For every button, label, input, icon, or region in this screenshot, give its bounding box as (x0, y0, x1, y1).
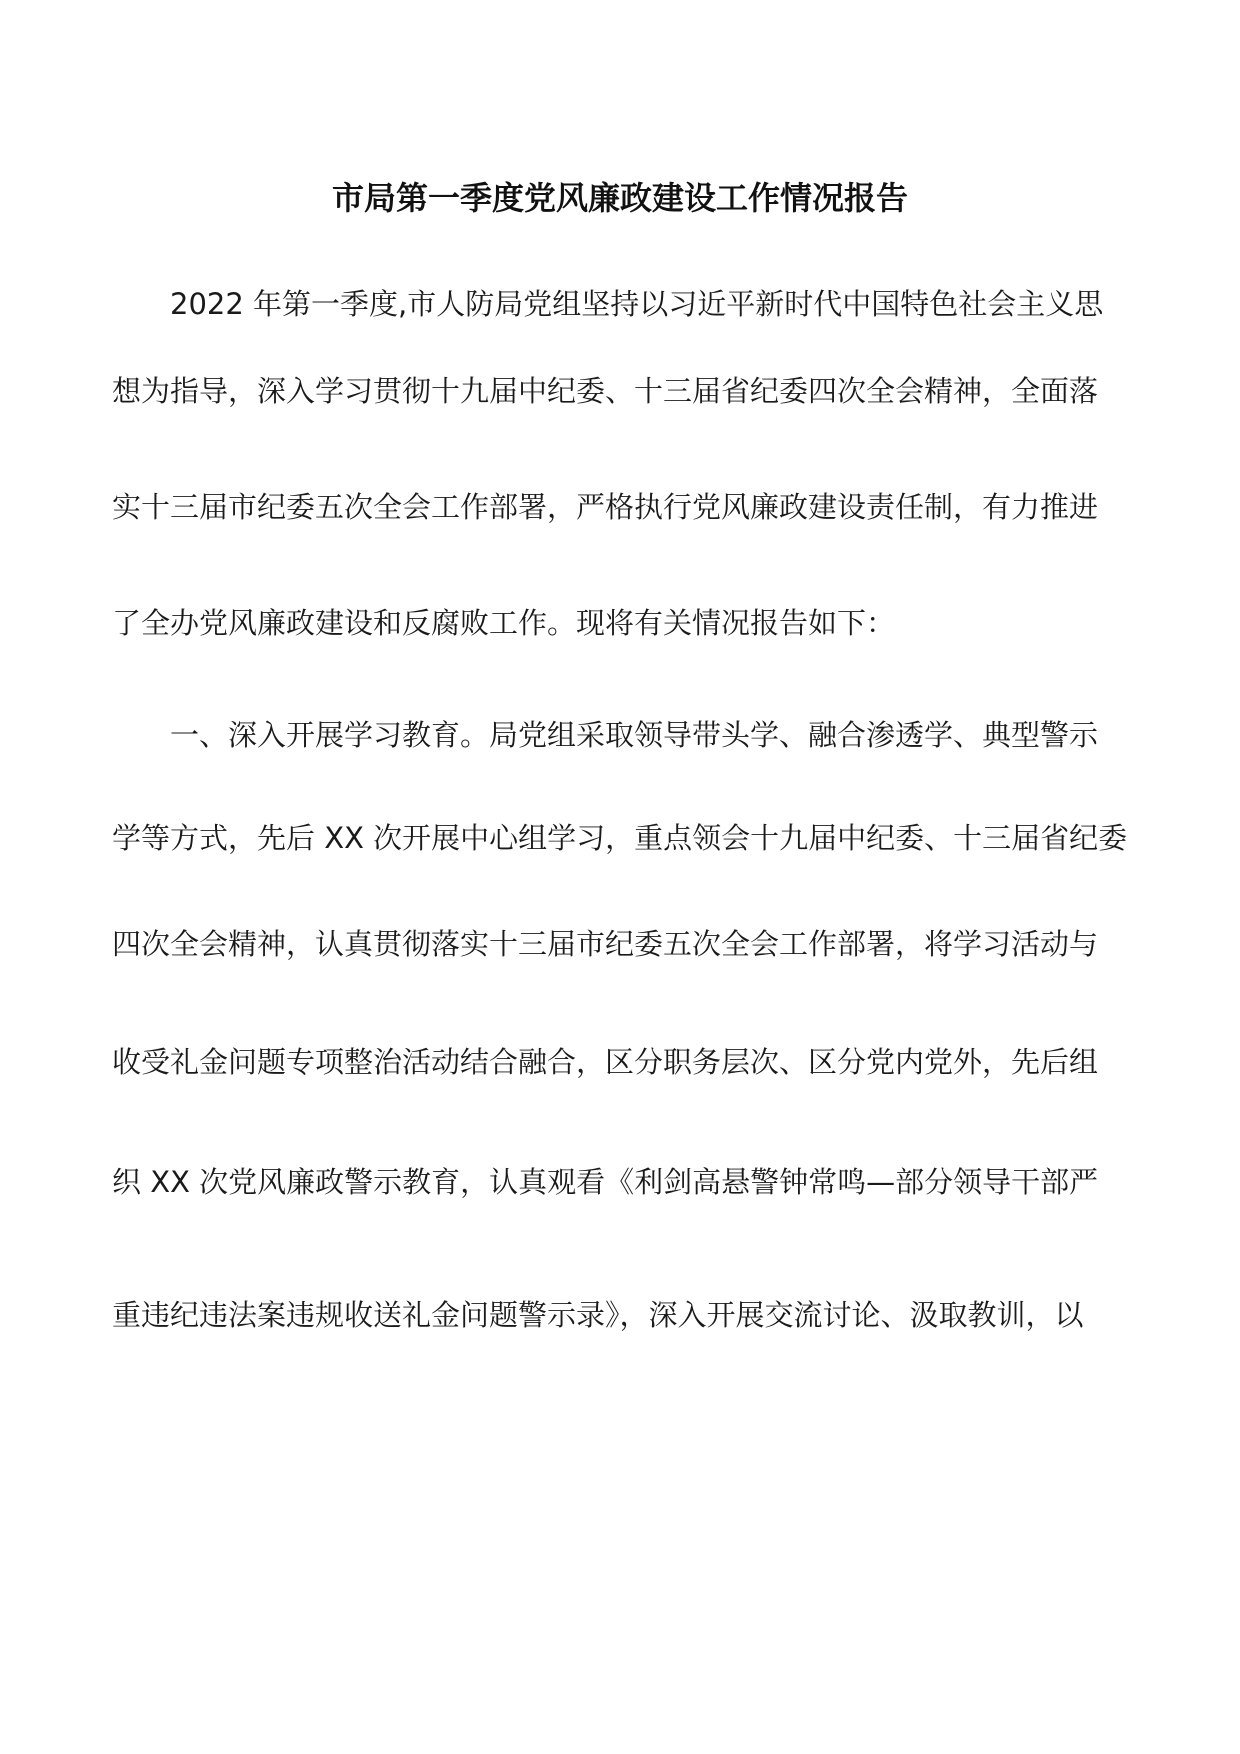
paragraph-1-line-2: 想为指导，深入学习贯彻十九届中纪委、十三届省纪委四次全会精神，全面落 (112, 374, 1099, 408)
document-title: 市局第一季度党风廉政建设工作情况报告 (331, 179, 908, 217)
paragraph-1-line-1: 2022 年第一季度,市人防局党组坚持以习近平新时代中国特色社会主义思 (170, 287, 1104, 321)
paragraph-2-line-6: 重违纪违法案违规收送礼金问题警示录》，深入开展交流讨论、汲取教训，以 (112, 1298, 1084, 1332)
paragraph-2-line-1: 一、深入开展学习教育。局党组采取领导带头学、融合渗透学、典型警示 (170, 718, 1099, 752)
paragraph-2-line-5: 织 XX 次党风廉政警示教育，认真观看《利剑高悬警钟常鸣—部分领导干部严 (112, 1165, 1099, 1199)
paragraph-2-line-3: 四次全会精神，认真贯彻落实十三届市纪委五次全会工作部署，将学习活动与 (112, 927, 1099, 961)
paragraph-1-line-3: 实十三届市纪委五次全会工作部署，严格执行党风廉政建设责任制，有力推进 (112, 490, 1099, 524)
paragraph-1-line-4: 了全办党风廉政建设和反腐败工作。现将有关情况报告如下： (112, 606, 896, 640)
paragraph-2-line-2: 学等方式，先后 XX 次开展中心组学习，重点领会十九届中纪委、十三届省纪委 (112, 821, 1128, 855)
paragraph-2-line-4: 收受礼金问题专项整治活动结合融合，区分职务层次、区分党内党外，先后组 (112, 1045, 1099, 1079)
